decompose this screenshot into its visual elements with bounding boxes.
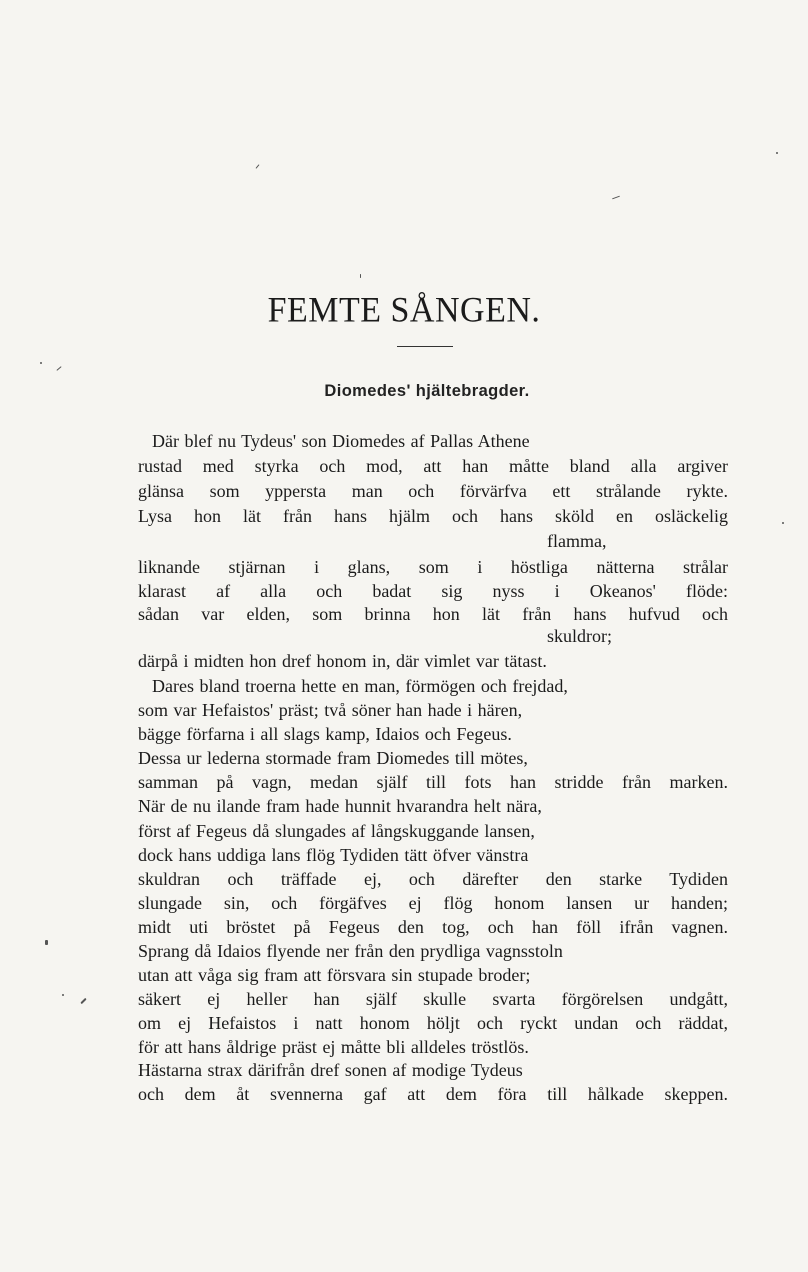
verse-line: klarast af alla och badat sig nyss i Okeanos' flöde: — [138, 581, 728, 601]
verse-line: När de nu ilande fram hade hunnit hvarandra helt nära, — [138, 796, 542, 816]
verse-line: för att hans åldrige präst ej måtte bli alldeles tröstlös. — [138, 1037, 529, 1057]
verse-line: Där blef nu Tydeus' son Diomedes af Pallas Athene — [152, 431, 530, 451]
verse-line: rustad med styrka och mod, att han måtte bland alla argiver — [138, 456, 728, 476]
verse-line: Sprang då Idaios flyende ner från den prydliga vagnsstoln — [138, 941, 563, 961]
chapter-subtitle: Diomedes' hjältebragder. — [324, 382, 530, 400]
verse-line: Hästarna strax därifrån dref sonen af modige Tydeus — [138, 1060, 523, 1080]
verse-line: Lysa hon lät från hans hjälm och hans sköld en osläckelig — [138, 506, 728, 526]
verse-line: bägge förfarna i all slags kamp, Idaios och Fegeus. — [138, 724, 512, 744]
verse-line-continuation: flamma, — [547, 531, 607, 551]
verse-line: sådan var elden, som brinna hon lät från hans hufvud och — [138, 604, 728, 624]
verse-line: skuldran och träffade ej, och därefter den starke Tydiden — [138, 869, 728, 889]
verse-line: först af Fegeus då slungades af långskuggande lansen, — [138, 821, 535, 841]
scan-speck — [360, 274, 361, 278]
verse-line: dock hans uddiga lans flög Tydiden tätt öfver vänstra — [138, 845, 529, 865]
scan-speck — [62, 994, 64, 996]
verse-line: midt uti bröstet på Fegeus den tog, och han föll ifrån vagnen. — [138, 917, 728, 937]
verse-line: utan att våga sig fram att försvara sin stupade broder; — [138, 965, 531, 985]
verse-line: Dessa ur lederna stormade fram Diomedes till mötes, — [138, 748, 528, 768]
scan-speck — [40, 362, 42, 364]
verse-line: Dares bland troerna hette en man, förmögen och frejdad, — [152, 676, 568, 696]
verse-line: liknande stjärnan i glans, som i höstliga nätterna strålar — [138, 557, 728, 577]
verse-line: slungade sin, och förgäfves ej flög honom lansen ur handen; — [138, 893, 728, 913]
verse-line: och dem åt svennerna gaf att dem föra till hålkade skeppen. — [138, 1084, 728, 1104]
verse-line: därpå i midten hon dref honom in, där vimlet var tätast. — [138, 651, 547, 671]
verse-line: samman på vagn, medan själf till fots han stridde från marken. — [138, 772, 728, 792]
verse-line: om ej Hefaistos i natt honom höljt och ryckt undan och räddat, — [138, 1013, 728, 1033]
verse-line-continuation: skuldror; — [547, 626, 612, 646]
scan-speck — [782, 522, 784, 524]
verse-line: glänsa som yppersta man och förvärfva ett strålande rykte. — [138, 481, 728, 501]
verse-line: som var Hefaistos' präst; två söner han hade i hären, — [138, 700, 523, 720]
chapter-title: FEMTE SÅNGEN. — [267, 291, 541, 330]
scan-speck — [776, 152, 778, 154]
scan-speck — [45, 940, 48, 945]
verse-line: säkert ej heller han själf skulle svarta förgörelsen undgått, — [138, 989, 728, 1009]
